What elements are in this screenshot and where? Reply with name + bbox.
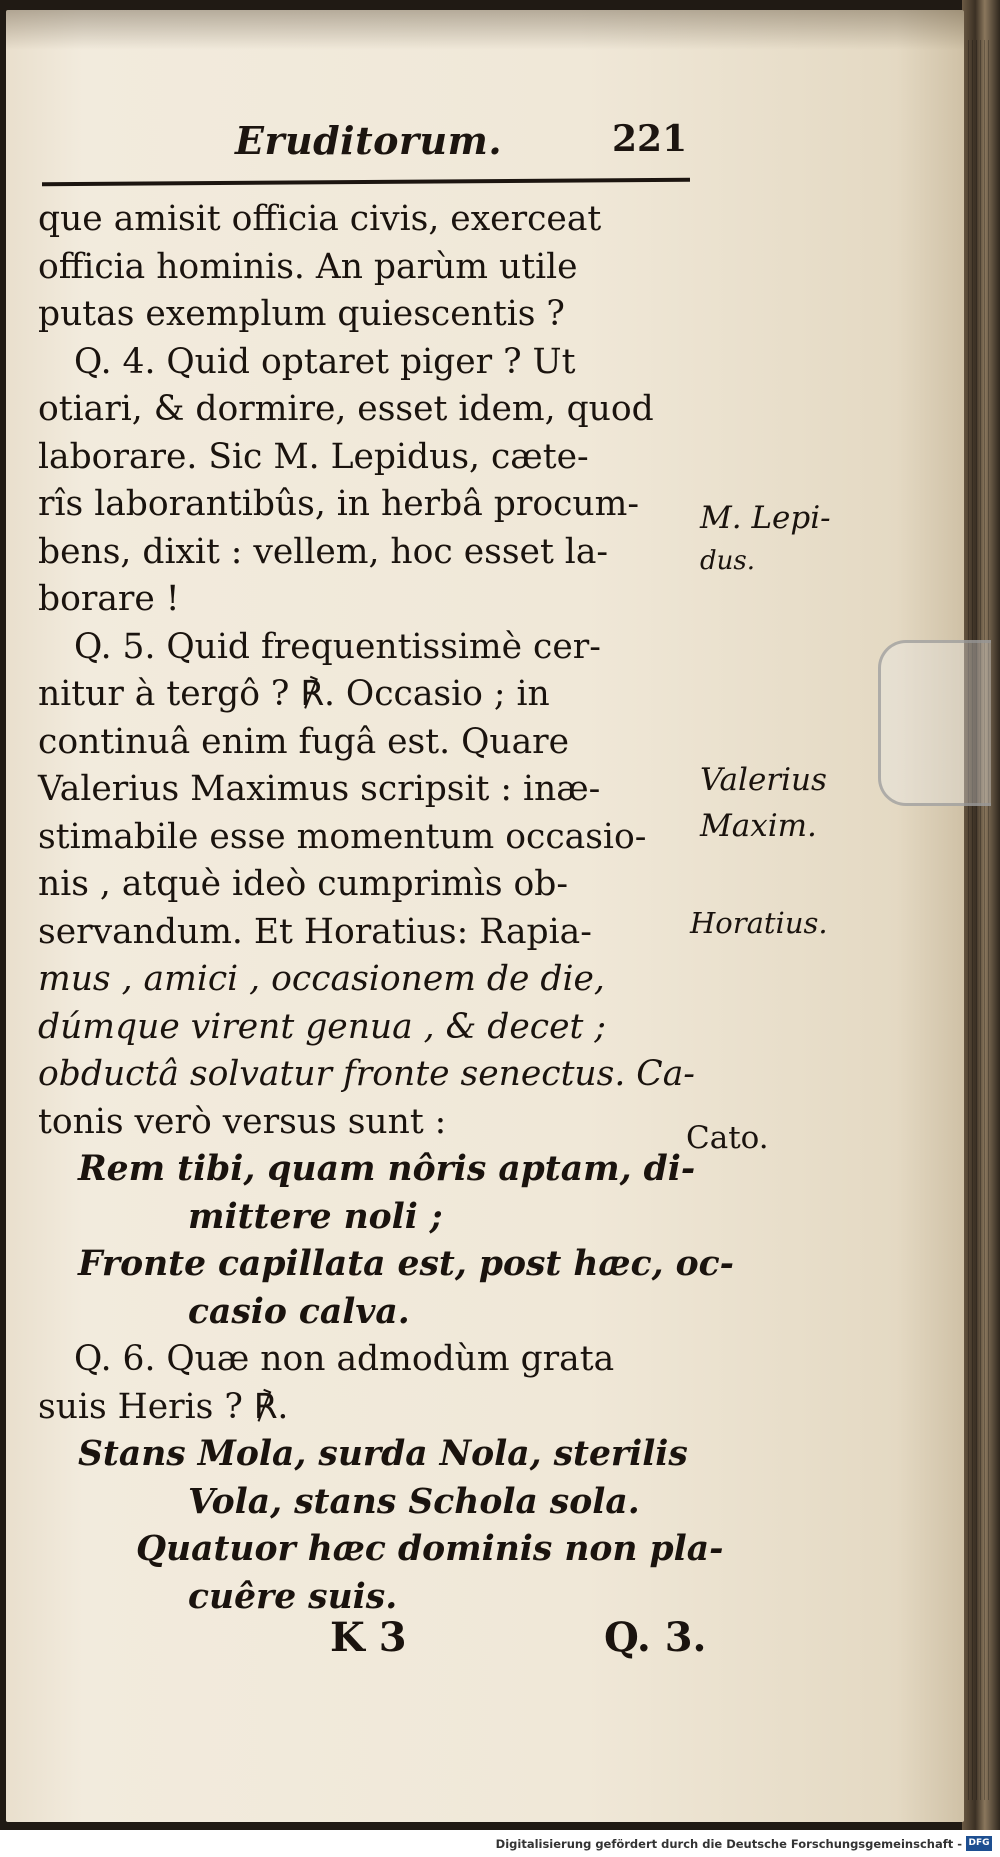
verse-line: Quatuor hæc dominis non pla- [136,1529,724,1569]
verse-line: Vola, stans Schola sola. [188,1481,640,1522]
question-5-line: Q. 5. Quid frequentissimè cer- [74,626,601,667]
question-4-line: Q. 4. Quid optaret piger ? Ut [74,341,576,382]
verse-line: Stans Mola, surda Nola, sterilis [78,1434,688,1474]
text-line: continuâ enim fugâ est. Quare [38,721,570,762]
dfg-logo: DFG [966,1836,992,1851]
text-line: tonis verò versus sunt : [38,1101,447,1142]
text-line: nitur à tergô ? ℟. Occasio ; in [38,674,550,714]
digitization-credit: Digitalisierung gefördert durch die Deutsche Forschungsgemeinschaft - [495,1837,962,1851]
running-title: Eruditorum. [235,118,503,163]
text-line: bens, dixit : vellem, hoc esset la- [38,531,609,572]
text-line: laborare. Sic M. Lepidus, cæte- [38,436,589,477]
margin-note-horatius: Horatius. [690,906,828,940]
question-6-line: Q. 6. Quæ non admodùm grata [74,1339,615,1379]
text-line: servandum. Et Horatius: Rapia- [38,911,592,952]
text-line: borare ! [38,579,180,619]
body-text [38,196,734,1621]
quote-line: obductâ solvatur fronte senectus. Ca- [38,1054,695,1094]
page-shadow [6,10,964,50]
quote-line: mus , amici , occasionem de die, [38,959,605,999]
book-page-edge-lines [968,40,992,1800]
verse-line: cuêre suis. [188,1576,398,1617]
margin-note-valerius: Maxim. [700,808,817,844]
margin-note-valerius: Valerius [700,762,827,798]
text-line: rîs laborantibûs, in herbâ procum- [38,484,640,524]
margin-note-cato: Cato. [686,1120,769,1156]
margin-note-lepidus: M. Lepi- [700,500,831,536]
text-line: stimabile esse momentum occasio- [38,816,647,857]
text-line: otiari, & dormire, esset idem, quod [38,389,654,429]
text-line: nis , atquè ideò cumprimìs ob- [38,864,569,904]
page-clip [878,640,991,806]
verse-line: Rem tibi, quam nôris aptam, di- [78,1149,696,1189]
verse-line: mittere noli ; [188,1196,443,1237]
catchword: Q. 3. [604,1614,707,1661]
signature-mark: K 3 [330,1614,407,1661]
verse-line: Fronte capillata est, post hæc, oc- [78,1244,734,1284]
verse-line: casio calva. [188,1291,410,1332]
page-number: 221 [612,118,688,160]
text-line: Valerius Maximus scripsit : inæ- [38,769,601,809]
text-line: putas exemplum quiescentis ? [38,294,565,334]
text-line: que amisit officia civis, exerceat [38,199,602,239]
text-line: suis Heris ? ℟. [38,1386,289,1427]
text-line: officia hominis. An parùm utile [38,246,578,287]
quote-line: dúmque virent genua , & decet ; [38,1006,606,1047]
margin-note-lepidus: dus. [700,546,755,576]
